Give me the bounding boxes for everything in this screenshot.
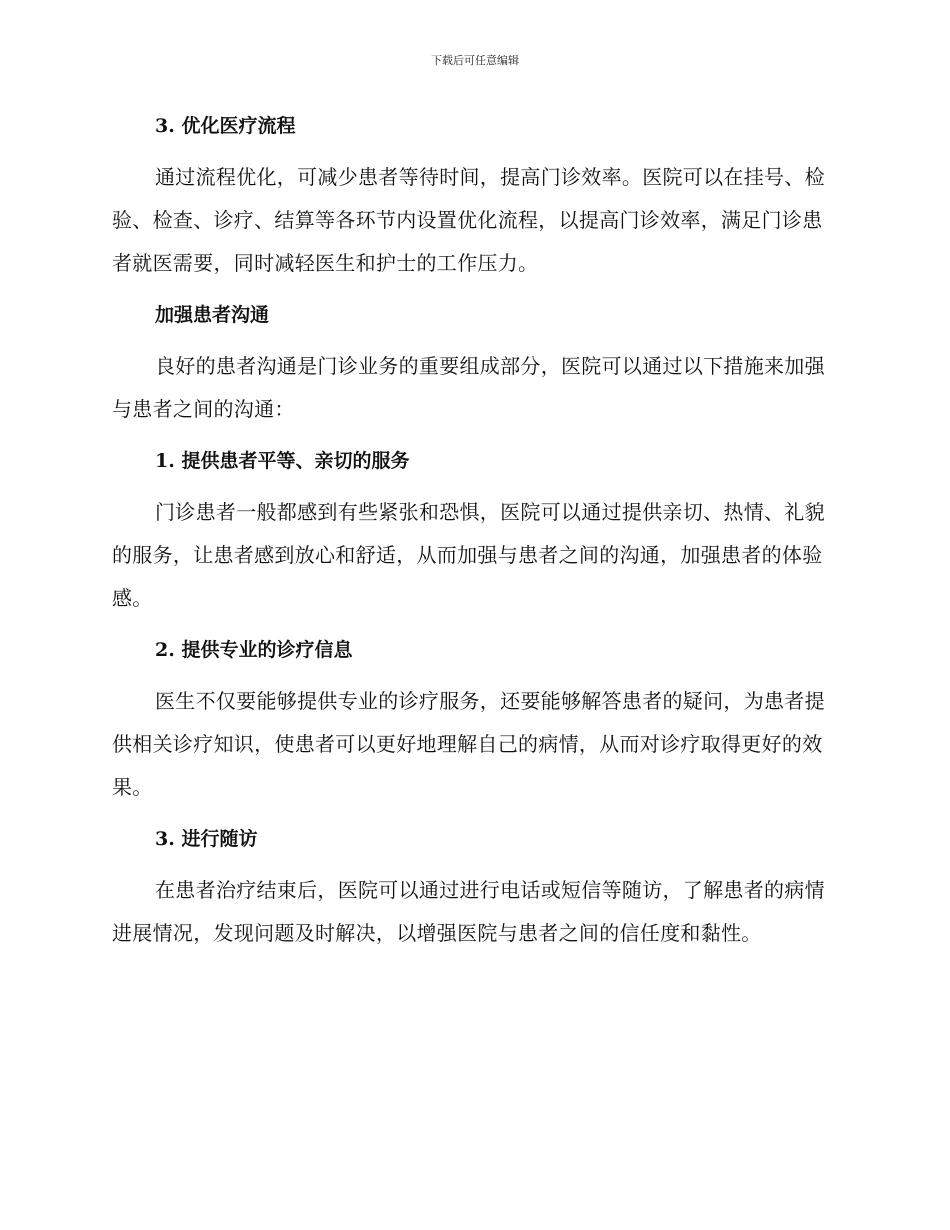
section-heading-follow-up: 3. 进行随访 bbox=[155, 828, 258, 850]
section-text-equal-service: 门诊患者一般都感到有些紧张和恐惧，医院可以通过提供亲切、热情、礼貌的服务，让患者感到放心和舒适，从而加强与患者之间的沟通，加强患者的体验感。 bbox=[112, 500, 825, 610]
section-text-optimize-process: 通过流程优化，可减少患者等待时间，提高门诊效率。医院可以在挂号、检验、检查、诊疗、结算等各环节内设置优化流程，以提高门诊效率，满足门诊患者就医需要，同时减轻医生和护士的工作压力。 bbox=[112, 165, 825, 275]
section-heading-equal-service: 1. 提供患者平等、亲切的服务 bbox=[155, 450, 410, 472]
section-heading-patient-communication: 加强患者沟通 bbox=[155, 304, 270, 326]
document-body bbox=[112, 106, 832, 965]
section-text-professional-info: 医生不仅要能够提供专业的诊疗服务，还要能够解答患者的疑问，为患者提供相关诊疗知识，使患者可以更好地理解自己的病情，从而对诊疗取得更好的效果。 bbox=[112, 689, 825, 799]
section-text-patient-communication: 良好的患者沟通是门诊业务的重要组成部分，医院可以通过以下措施来加强与患者之间的沟通： bbox=[112, 354, 825, 421]
section-heading-professional-info: 2. 提供专业的诊疗信息 bbox=[155, 639, 353, 661]
section-text-follow-up: 在患者治疗结束后，医院可以通过进行电话或短信等随访，了解患者的病情进展情况，发现问题及时解决，以增强医院与患者之间的信任度和黏性。 bbox=[112, 878, 825, 945]
page-header-note: 下载后可任意编辑 bbox=[431, 54, 519, 67]
section-heading-optimize-process: 3. 优化医疗流程 bbox=[155, 115, 296, 137]
